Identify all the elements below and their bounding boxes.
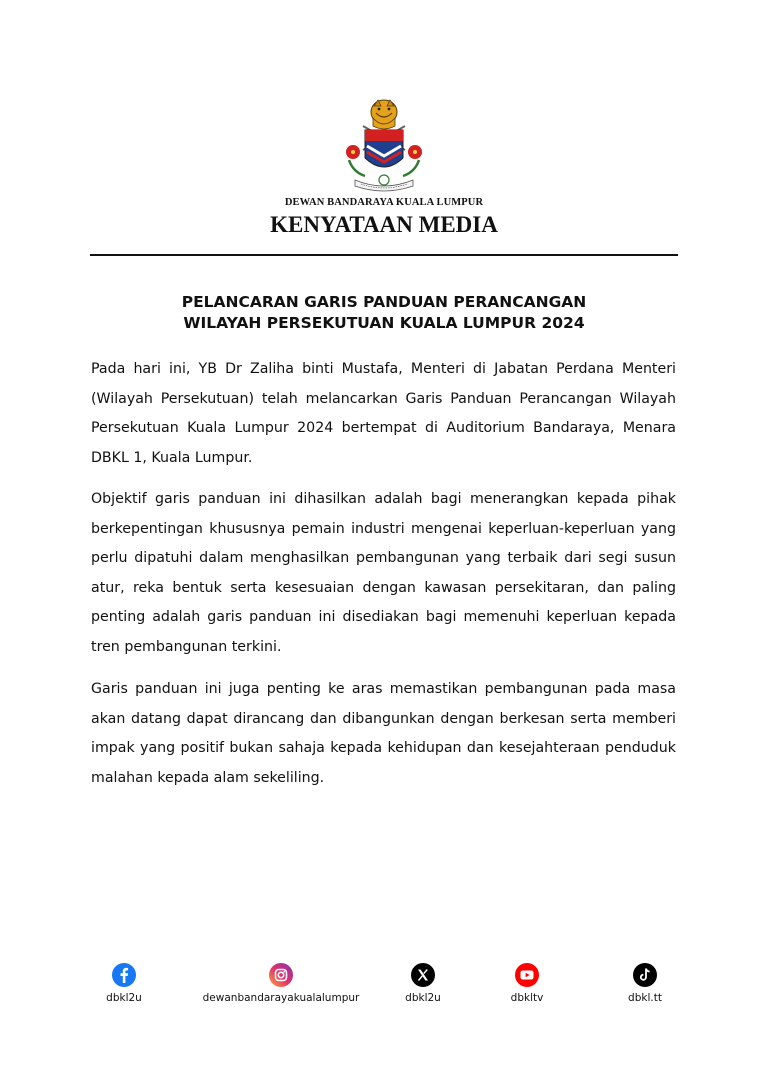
page-heading: KENYATAAN MEDIA (270, 212, 498, 237)
instagram-handle: dewanbandarayakualalumpur (202, 992, 360, 1004)
press-release-title (0, 292, 768, 334)
paragraph-1: Pada hari ini, YB Dr Zaliha binti Mustafa, Menteri di Jabatan Perdana Menteri (Wilayah Persekutuan) telah melancarkan Garis Panduan Perancangan Wilayah Persekutuan Kuala Lumpur 2024 bertempat di Auditorium Bandaraya, Menara DBKL 1, Kuala Lumpur. (91, 361, 676, 466)
social-instagram[interactable] (196, 963, 366, 1004)
header-divider (90, 254, 678, 256)
youtube-handle: dbkltv (510, 992, 544, 1004)
dbkl-crest-logo (343, 96, 425, 196)
tiktok-handle: dbkl.tt (628, 992, 662, 1004)
facebook-handle: dbkl2u (106, 992, 142, 1004)
organization-name: DEWAN BANDARAYA KUALA LUMPUR (284, 197, 484, 208)
paragraph-2: Objektif garis panduan ini dihasilkan adalah bagi menerangkan kepada pihak berkepentingan khususnya pemain industri mengenai keperluan-keperluan yang perlu dipatuhi dalam menghasilkan pembangunan yang terbaik dari segi susun atur, reka bentuk serta kesesuaian dengan kawasan persekitaran, dan paling penting adalah garis panduan ini disediakan bagi memenuhi keperluan kepada tren pembangunan terkini. (91, 491, 676, 655)
social-tiktok[interactable] (618, 963, 672, 1004)
youtube-icon (515, 963, 539, 987)
x-icon (411, 963, 435, 987)
title-line-1: PELANCARAN GARIS PANDUAN PERANCANGAN (181, 293, 587, 311)
facebook-icon (112, 963, 136, 987)
tiktok-icon (633, 963, 657, 987)
paragraph-3: Garis panduan ini juga penting ke aras memastikan pembangunan pada masa akan datang dapat dirancang dan dibangunkan dengan berkesan serta memberi impak yang positif bukan sahaja kepada kehidupan dan kesejahteraan penduduk malahan kepada alam sekeliling. (91, 681, 676, 786)
instagram-icon (269, 963, 293, 987)
title-line-2: WILAYAH PERSEKUTUAN KUALA LUMPUR 2024 (183, 314, 585, 332)
social-x[interactable] (396, 963, 450, 1004)
social-youtube[interactable] (500, 963, 554, 1004)
social-facebook[interactable] (96, 963, 152, 1004)
x-handle: dbkl2u (405, 992, 441, 1004)
